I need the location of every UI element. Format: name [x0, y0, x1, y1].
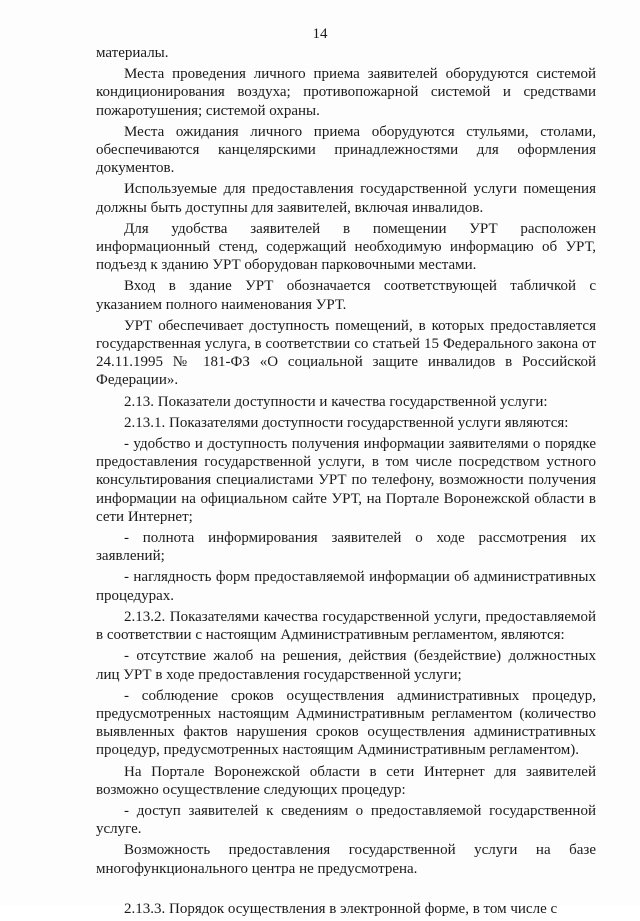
paragraph-portal-procedures: На Портале Воронежской области в сети Интернет для заявителей возможно осуществление следующих процедур: [96, 763, 596, 798]
section-heading-2-13: 2.13. Показатели доступности и качества государственной услуги: [124, 393, 548, 410]
list-item-information-access: - удобство и доступность получения информации заявителями о порядке предоставления государственной услуги, в том числе посредством устного консультирования специалистами УРТ по телефону, возможности получения информации на официальном сайте УРТ, на Портале Воронежской области в сети Интернет; [96, 436, 596, 525]
list-item-forms-clarity: - наглядность форм предоставляемой информации об административных процедурах. [96, 569, 596, 604]
paragraph-reception-equipment: Места проведения личного приема заявителей оборудуются системой кондиционирования воздуха; противопожарной системой и средствами пожаротушения; системой охраны. [96, 66, 596, 119]
paragraph-accessibility: Используемые для предоставления государственной услуги помещения должны быть доступны для заявителей, включая инвалидов. [96, 181, 596, 216]
paragraph-continuation: материалы. [96, 45, 169, 61]
list-item-informing-completeness: - полнота информирования заявителей о ходе рассмотрения их заявлений; [96, 530, 596, 565]
paragraph-federal-law: УРТ обеспечивает доступность помещений, в которых предоставляется государственная услуга, в соответствии со статьей 15 Федерального закона от 24.11.1995 № 181-ФЗ «О социальной защите инвалидов в Российской Федерации». [96, 317, 596, 389]
section-heading-2-13-1: 2.13.1. Показателями доступности государственной услуги являются: [124, 414, 569, 431]
list-item-portal-access: - доступ заявителей к сведениям о предоставляемой государственной услуге. [96, 802, 596, 838]
list-item-deadlines: - соблюдение сроков осуществления административных процедур, предусмотренных настоящим Административным регламентом (количество выявленных фактов нарушения сроков осуществления административных процедур, предусмотренных настоящим Административным регламентом). [96, 687, 596, 759]
paragraph-waiting-places: Места ожидания личного приема оборудуются стульями, столами, обеспечиваются канцелярскими принадлежностями для оформления документов. [96, 123, 596, 177]
paragraph-info-stand: Для удобства заявителей в помещении УРТ расположен информационный стенд, содержащий необходимую информацию об УРТ, подъезд к зданию УРТ оборудован парковочными местами. [96, 220, 596, 274]
paragraph-mfc: Возможность предоставления государственной услуги на базе многофункционального центра не предусмотрена. [96, 842, 596, 877]
paragraph-entrance-sign: Вход в здание УРТ обозначается соответствующей табличкой с указанием полного наименования УРТ. [96, 278, 596, 313]
list-item-no-complaints: - отсутствие жалоб на решения, действия (бездействие) должностных лиц УРТ в ходе предоставления государственной услуги; [96, 648, 596, 683]
section-heading-2-13-2: 2.13.2. Показателями качества государственной услуги, предоставляемой в соответствии с настоящим Административным регламентом, являются: [96, 608, 596, 644]
section-heading-2-13-3: 2.13.3. Порядок осуществления в электронной форме, в том числе с [124, 900, 558, 917]
page-number: 14 [312, 26, 328, 42]
document-body [96, 44, 596, 921]
